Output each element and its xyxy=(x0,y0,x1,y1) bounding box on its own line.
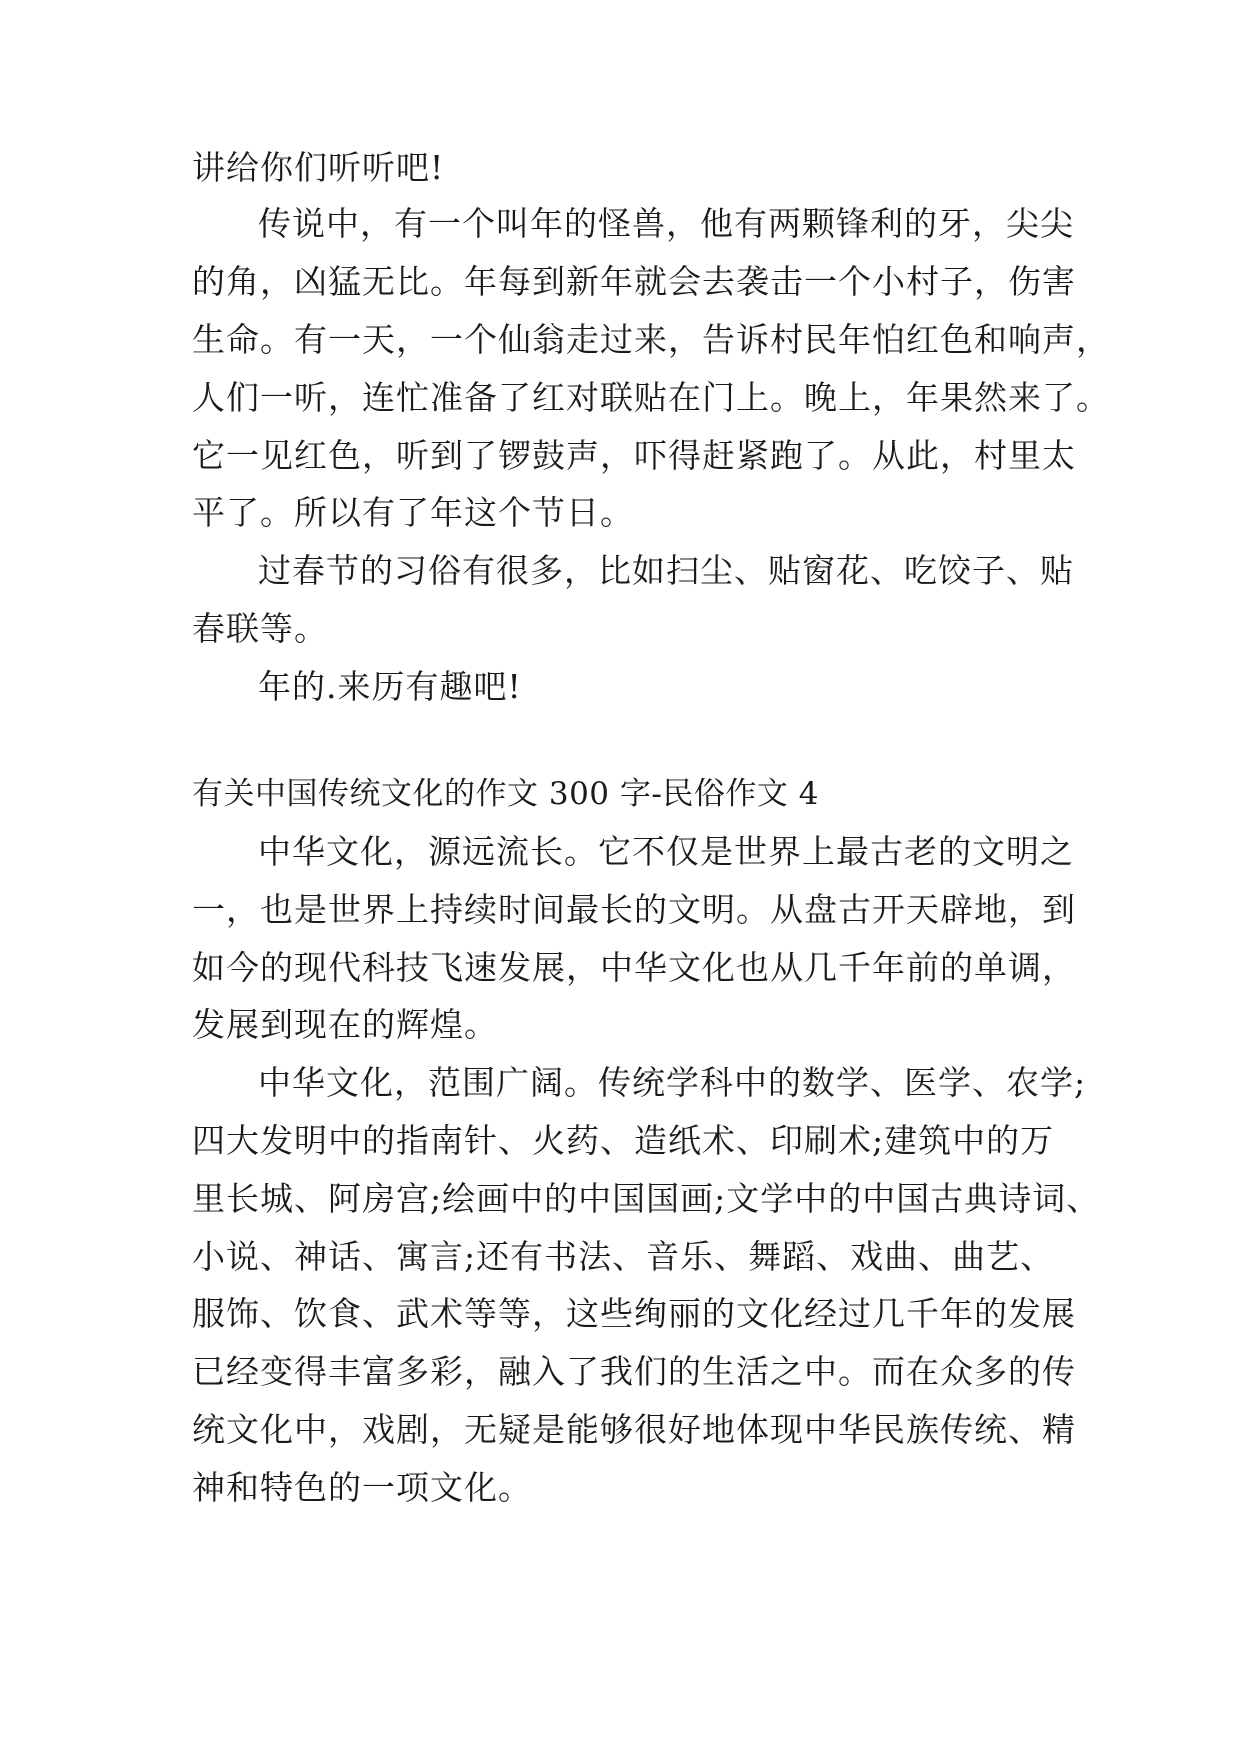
section-heading: 有关中国传统文化的作文 300 字-民俗作文 4 xyxy=(192,776,819,812)
paragraph-line: 小说、神话、寓言;还有书法、音乐、舞蹈、戏曲、曲艺、 xyxy=(192,1237,1055,1276)
paragraph-line: 它一见红色，听到了锣鼓声，吓得赶紧跑了。从此，村里太 xyxy=(192,436,1076,475)
paragraph-line: 服饰、饮食、武术等等，这些绚丽的文化经过几千年的发展 xyxy=(192,1294,1076,1333)
paragraph-line: 里长城、阿房宫;绘画中的中国国画;文学中的中国古典诗词、 xyxy=(192,1179,1101,1218)
paragraph-line: 人们一听，连忙准备了红对联贴在门上。晚上，年果然来了。 xyxy=(192,378,1110,417)
paragraph-line: 生命。有一天，一个仙翁走过来，告诉村民年怕红色和响声， xyxy=(192,320,1110,359)
paragraph-line: 的角，凶猛无比。年每到新年就会去袭击一个小村子，伤害 xyxy=(192,262,1076,301)
paragraph-line: 年的.来历有趣吧! xyxy=(258,667,522,706)
paragraph-line: 过春节的习俗有很多，比如扫尘、贴窗花、吃饺子、贴 xyxy=(258,551,1074,590)
paragraph-line: 中华文化，源远流长。它不仅是世界上最古老的文明之 xyxy=(258,832,1074,871)
paragraph-line: 如今的现代科技飞速发展，中华文化也从几千年前的单调， xyxy=(192,948,1076,987)
paragraph-line: 传说中，有一个叫年的怪兽，他有两颗锋利的牙，尖尖 xyxy=(258,204,1074,243)
paragraph-line: 发展到现在的辉煌。 xyxy=(192,1005,498,1044)
paragraph-line: 平了。所以有了年这个节日。 xyxy=(192,493,634,532)
paragraph-line: 春联等。 xyxy=(192,609,328,648)
paragraph-line: 已经变得丰富多彩，融入了我们的生活之中。而在众多的传 xyxy=(192,1352,1076,1391)
paragraph-line: 讲给你们听听吧! xyxy=(192,148,445,187)
paragraph-line: 中华文化，范围广阔。传统学科中的数学、医学、农学; xyxy=(258,1063,1087,1102)
paragraph-line: 神和特色的一项文化。 xyxy=(192,1468,532,1507)
paragraph-line: 四大发明中的指南针、火药、造纸术、印刷术;建筑中的万 xyxy=(192,1121,1055,1160)
paragraph-line: 一，也是世界上持续时间最长的文明。从盘古开天辟地，到 xyxy=(192,890,1076,929)
paragraph-line: 统文化中，戏剧，无疑是能够很好地体现中华民族传统、精 xyxy=(192,1410,1076,1449)
